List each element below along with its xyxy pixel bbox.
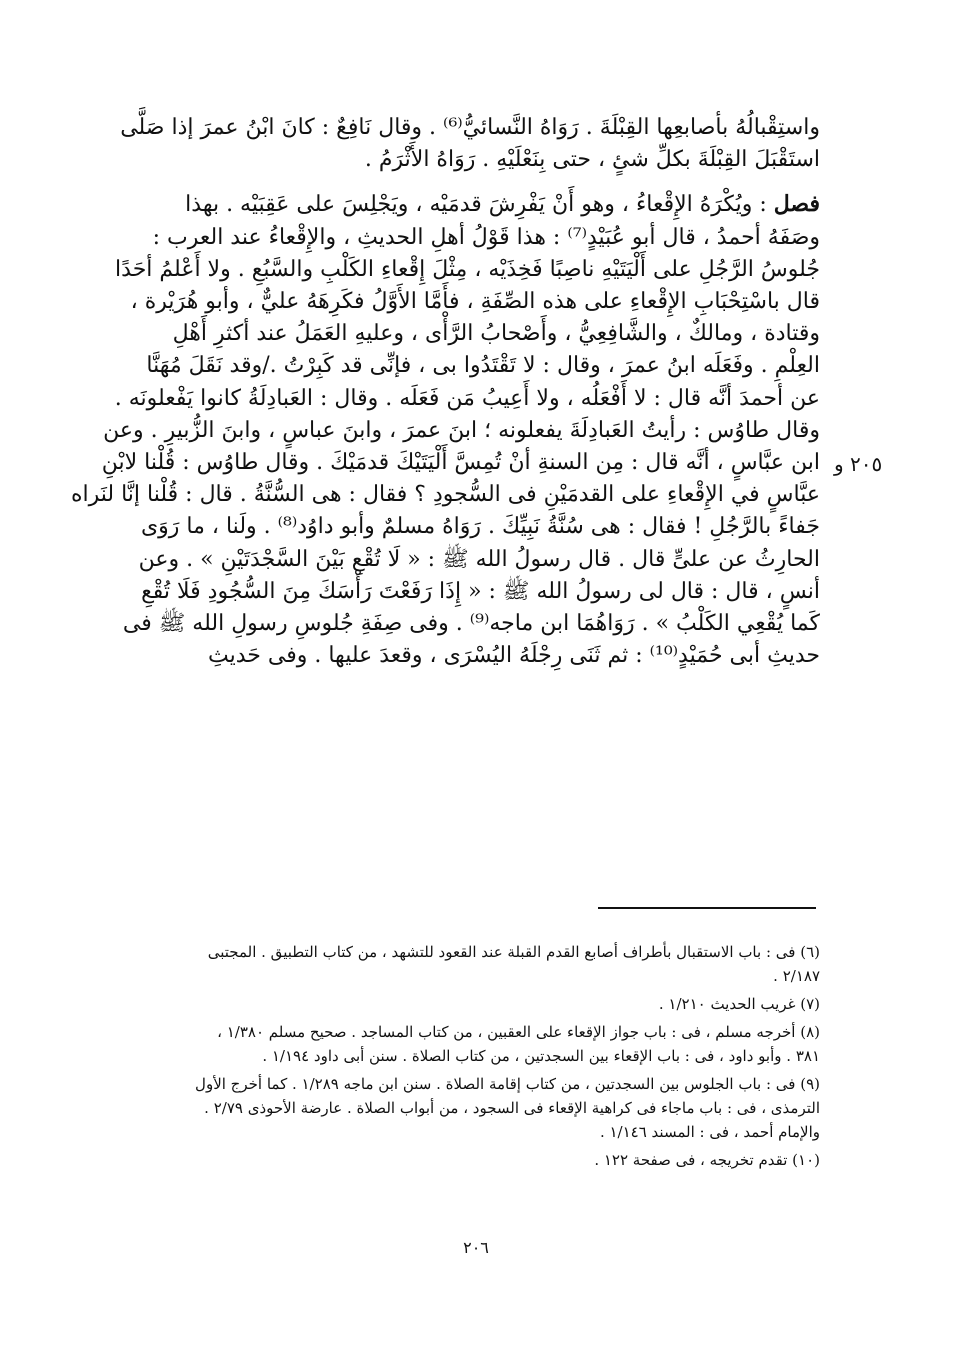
text-line: وقال طاوُس : رأيتُ العَبادِلَةَ يفعلونه ؛ ابنَ عمرَ ، وابنَ عباسٍ ، وابنَ الزُّبيرِ . وعن	[103, 417, 820, 443]
footnote-line: (٨) أخرجه مسلم ، فى : باب جواز الإقعاء على العقبين ، من كتاب المساجد . صحيح مسلم ١/٣٨٠ ،	[217, 1023, 820, 1041]
text-line: واستِقْبالُهُ بأصابعِها القِبْلَةَ . رَوَاهُ النَّسائيُّ⁽⁶⁾ . وقال نَافِعٌ : كانَ ابْنُ عمرَ إذا صَلَّى	[120, 115, 820, 140]
text-line: جَفاءً بالرَّجُلِ ! فقال : هى سُنَّةُ نَبِيِّكَ . رَوَاهُ مسلمٌ وأبو داوُد⁽⁸⁾ . ولَنا ، ما رَوَى	[140, 514, 820, 540]
footnote-line: ٣٨١ . وأبو داود ، فى : باب الإقعاء بين السجدتين ، من كتاب الصلاة . سنن أبى داود ١/١٩٤ .	[262, 1047, 820, 1065]
text-line: قال باسْتِحْبَابِ الإِقْعاءِ على هذه الصِّفَةِ ، فأَمَّا الأَوَّلُ فكَرِهَهُ عليٌّ ، وأبو هُرَيْرة ،	[130, 289, 820, 315]
text-line: أنسٍ ، قال : قال لى رسولُ الله ﷺ : « إِذَا رَفَعْتَ رَأْسَكَ مِنَ السُّجُودِ فَلَا تُقْعِ	[141, 578, 820, 604]
text-line: عبَّاسٍ في الإِقْعاءِ على القدمَيْنِ فى السُّجودِ ؟ فقال : هى السُّنَّةُ . قال : قُلْنا إنَّا لنَراه	[70, 482, 820, 508]
text-line-rest: : ويُكْرَهُ الإِقْعاءُ ، وهو أَنْ يَفْرِشَ قدمَيْه ، ويَجْلِسَ على عَقِبَيْه . بهذا	[185, 192, 774, 218]
text-line: عن أحمدَ أنَّه قال : لا أَفْعَلُه ، ولا أَعِيبُ مَن فَعَلَه . وقال : العَبادِلَةُ كانوا يَفْعلونَه .	[114, 385, 820, 411]
footnote-line: (٧) غريب الحديث ١/٢١٠ .	[658, 995, 820, 1013]
text-line: جُلوسُ الرَّجُلِ على أَلْيَتَيْهِ ناصِبًا فَخِذَيْه ، مِثْلَ إِقْعاءِ الكَلْبِ والسَّبُعِ . ولا أَعْلمُ أحَدًا	[115, 256, 820, 282]
text-line: ابن عبَّاسٍ ، أنَّه قال : مِن السنةِ أنْ تُمِسَّ أَلْيَتَيْكَ قدمَيْكَ . وقال طاوُس : قُلْنا لابْنِ	[101, 450, 820, 476]
text-line	[150, 188, 820, 221]
text-line: حديثِ أبى حُمَيْدٍ⁽¹⁰⁾ : ثم ثَنَى رِجْلَهُ اليُسْرَى ، وقعدَ عليها . وفى حَديثِ	[208, 643, 820, 669]
footnote-line: (١٠) تقدم تخريجه ، فى صفحة ١٢٢ .	[594, 1151, 820, 1169]
text-line: الحارِثُ عن علىٍّ قال . قال رسولُ الله ﷺ : « لَا تُقْعِ بَيْنَ السَّجْدَتَيْنِ » . وعن	[138, 546, 820, 572]
text-line: كَما يُقْعِي الكَلْبُ » . رَوَاهُمَا ابن ماجه⁽⁹⁾ . وفى صِفَةِ جُلوسِ رسولِ الله ﷺ فى	[122, 611, 820, 637]
text-line: وقتادة ، ومالكٌ ، والشَّافِعِيُّ ، وأَصْحابُ الرَّأْى ، وعليهِ العَمَلُ عند أكثرِ أَهْلِ	[172, 321, 820, 347]
page-number: ٢٠٦	[463, 1238, 489, 1257]
footnote-line: ٢/١٨٧ .	[773, 967, 820, 985]
footnote-line: والإمام أحمد ، فى : المسند ١/١٤٦ .	[599, 1123, 820, 1141]
footnote-separator	[598, 907, 816, 909]
paragraph-gap	[150, 176, 820, 188]
margin-folio-note: ٢٠٥ و	[834, 452, 883, 476]
text-line: العِلْمِ . وفَعَلَه ابنُ عمرَ ، وقال : لا تَقْتَدُوا بى ، فإنِّى قد كَبِرْتُ ./وقد نَقَلَ مُهَنَّا	[146, 353, 820, 379]
text-line: استَقْبَلَ القِبْلَةَ بكلِّ شئٍ ، حتى بِنَعْلَيْهِ . رَوَاهُ الأَثْرَمُ .	[364, 147, 820, 173]
section-heading-word: فصل	[773, 191, 820, 218]
footnote-line: (٦) فى : باب الاستقبال بأطراف أصابع القدم القبلة عند القعود للتشهد ، من كتاب التطبيق . المجتبى	[207, 943, 820, 961]
footnote-line: الترمذى ، فى : باب ماجاء فى كراهية الإقعاء فى السجود ، من أبواب الصلاة . عارضة الأحوذى ٢/٧٩ .	[204, 1099, 820, 1117]
footnotes-section	[140, 940, 820, 1172]
footnote-line: (٩) فى : باب الجلوس بين السجدتين ، من كتاب إقامة الصلاة . سنن ابن ماجه ١/٢٨٩ . كما أخرج الأول	[195, 1075, 820, 1093]
main-text-body	[70, 112, 820, 672]
text-line: وصَفَهُ أحمدُ ، قال أبو عُبَيْدٍ⁽⁷⁾ : هذا قَوْلُ أهلِ الحديثِ ، والإِقْعاءُ عند العرب :	[152, 224, 820, 250]
